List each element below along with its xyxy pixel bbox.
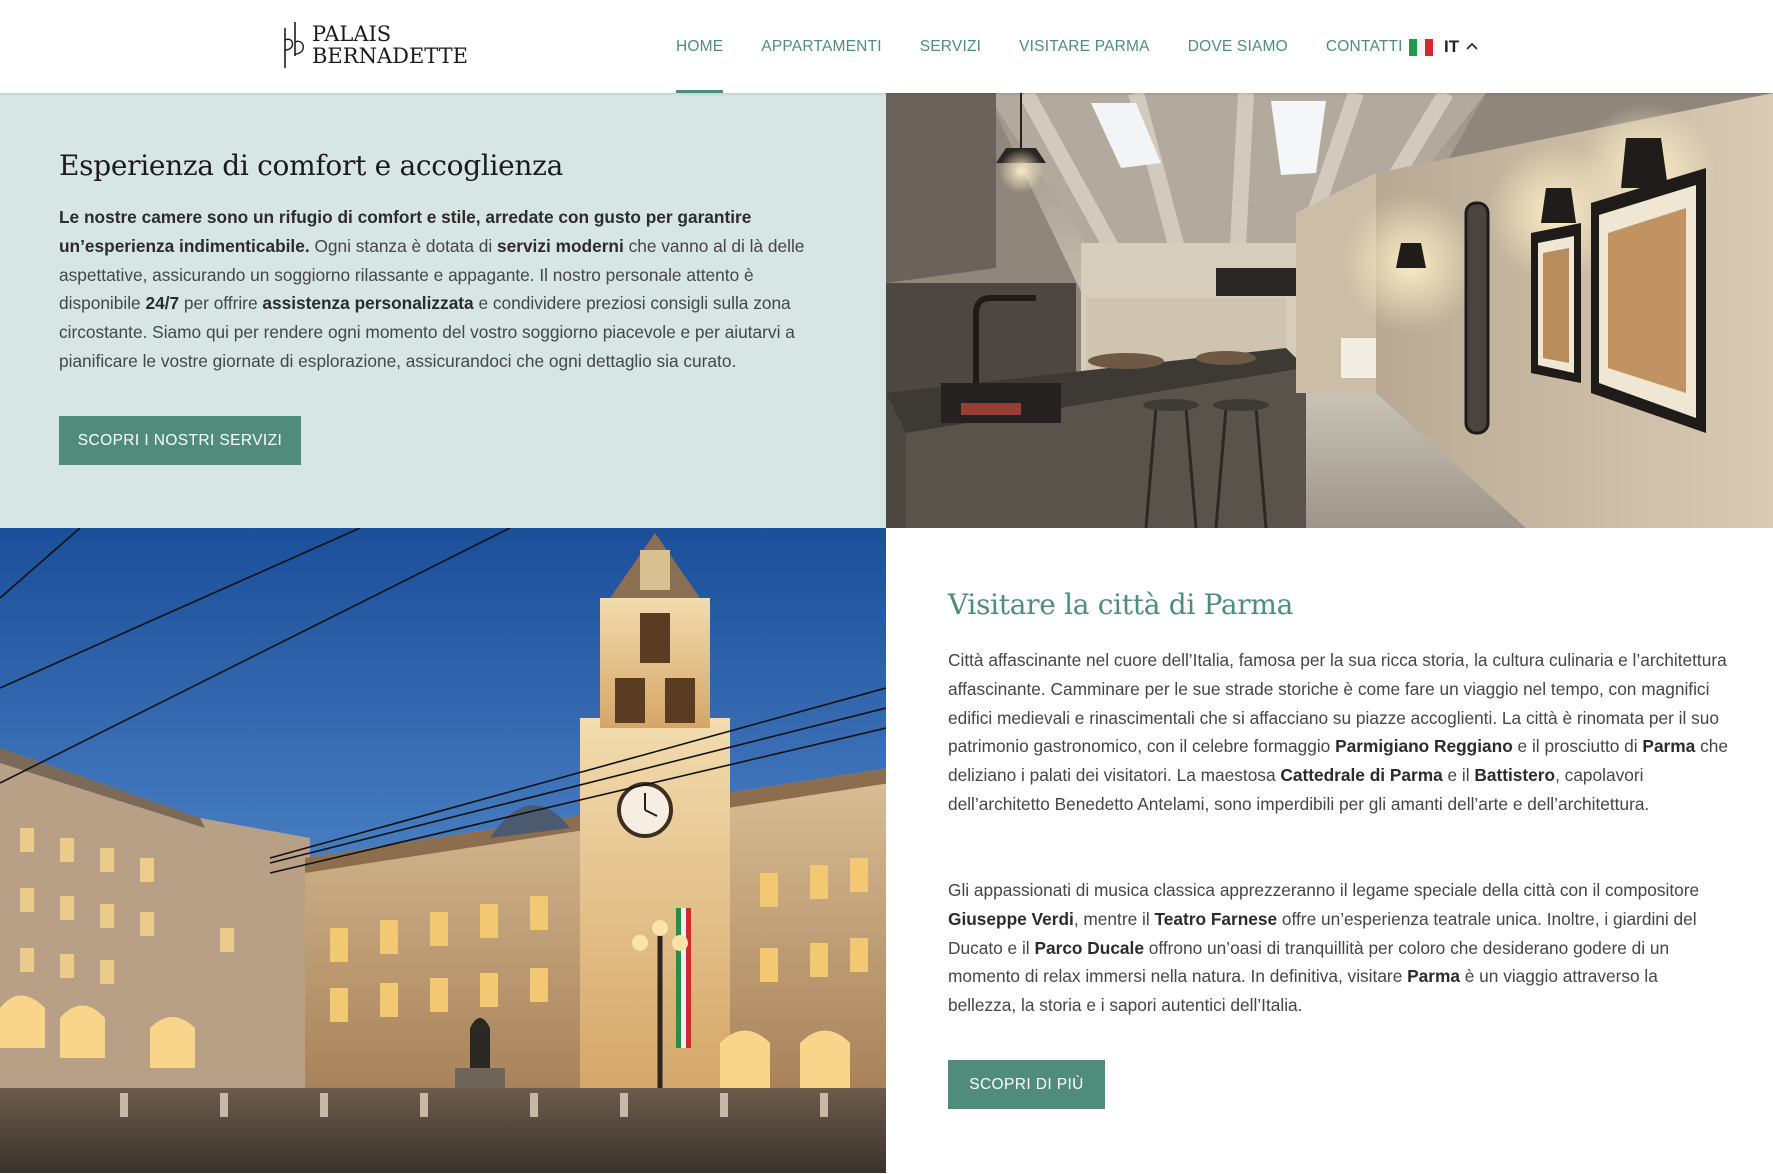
- highlight-text: Cattedrale di Parma: [1280, 765, 1443, 786]
- highlight-text: Parma: [1407, 966, 1460, 987]
- parma-piazza-photo: [0, 528, 886, 1173]
- logo-line-1: PALAIS: [312, 22, 392, 46]
- nav-item-dove-siamo[interactable]: DOVE SIAMO: [1187, 37, 1288, 55]
- parma-paragraph-2: [948, 876, 1728, 1020]
- main-nav: [676, 0, 1441, 93]
- body-text: e il: [1442, 765, 1475, 786]
- italy-flag-icon: [1409, 39, 1433, 56]
- pb-monogram-icon: [282, 20, 308, 70]
- chevron-up-icon: [1465, 41, 1479, 51]
- highlight-text: Battistero: [1474, 765, 1556, 786]
- highlight-text: servizi moderni: [497, 235, 624, 256]
- body-text: Città affascinante nel cuore dell’Italia, famosa per la sua ricca storia, la cultura culinaria e l’architettura affascinante. Camminare per le sue strade storiche è come fare un viaggio nel tempo, con magnifici edifici medievali e rinascimentali che si affacciano su piazze accoglienti. La città è rinomata per il suo patrimonio gastronomico, con il celebre formaggio: [948, 650, 1727, 757]
- highlight-text: assistenza personalizzata: [262, 293, 474, 314]
- nav-item-appartamenti[interactable]: APPARTAMENTI: [761, 37, 882, 55]
- body-text: che vanno al di là delle aspettative, assicurando un soggiorno rilassante e appagante. Il nostro personale attento è disponibile: [59, 235, 805, 314]
- body-text: Gli appassionati di musica classica apprezzeranno il legame speciale della città con il compositore: [948, 880, 1700, 900]
- comfort-section: [0, 93, 886, 528]
- nav-item-contatti[interactable]: CONTATTI: [1325, 37, 1403, 55]
- parma-photo: [0, 528, 886, 1173]
- logo[interactable]: [282, 20, 468, 70]
- language-switcher[interactable]: [1409, 35, 1479, 59]
- body-text: Ogni stanza è dotata di: [309, 235, 497, 256]
- logo-text: [312, 23, 468, 67]
- highlight-text: Parco Ducale: [1034, 937, 1144, 958]
- body-text: è un viaggio attraverso la bellezza, la storia e i sapori autentici dell’Italia.: [948, 966, 1658, 1016]
- body-text: , capolavori dell’architetto Benedetto Antelami, sono imperdibili per gli amanti dell’arte e dell’architettura.: [948, 765, 1650, 814]
- discover-services-button[interactable]: SCOPRI I NOSTRI SERVIZI: [59, 416, 301, 465]
- body-text: offre un’esperienza teatrale unica. Inoltre, i giardini del Ducato e il: [948, 908, 1697, 958]
- site-header: [0, 0, 1773, 93]
- nav-item-home[interactable]: HOME: [676, 0, 723, 93]
- nav-item-visitare-parma[interactable]: VISITARE PARMA: [1019, 37, 1150, 55]
- body-text: e condividere preziosi consigli sulla zona circostante. Siamo qui per rendere ogni momento del vostro soggiorno piacevole e per aiutarvi a pianificare le vostre giornate di esplorazione, assicurandoci che ogni dettaglio sia curato.: [59, 293, 795, 371]
- highlight-text: Giuseppe Verdi: [948, 908, 1074, 929]
- comfort-paragraph: [59, 203, 829, 376]
- highlight-text: 24/7: [145, 293, 180, 314]
- body-text: e il prosciutto di: [1512, 736, 1643, 757]
- nav-item-servizi[interactable]: SERVIZI: [919, 37, 982, 55]
- body-text: , mentre il: [1073, 908, 1155, 929]
- logo-line-2: BERNADETTE: [312, 44, 469, 68]
- body-text: per offrire: [179, 293, 263, 314]
- discover-more-button[interactable]: SCOPRI DI PIÙ: [948, 1060, 1105, 1109]
- apartment-kitchen-photo: [886, 93, 1773, 528]
- comfort-title: Esperienza di comfort e accoglienza: [59, 149, 563, 182]
- highlight-text: Le nostre camere sono un rifugio di comfort e stile, arredate con gusto per garantire un’esperienza indimenticabile.: [59, 207, 752, 256]
- body-text: offrono un’oasi di tranquillità per coloro che desiderano godere di un momento di relax immersi nella natura. In definitiva, visitare: [948, 937, 1670, 987]
- highlight-text: Teatro Farnese: [1154, 908, 1278, 929]
- highlight-text: Parmigiano Reggiano: [1335, 736, 1513, 757]
- parma-section: [886, 528, 1773, 1173]
- language-code: IT: [1444, 37, 1460, 56]
- apartment-photo: [886, 93, 1773, 528]
- body-text: che deliziano i palati dei visitatori. La maestosa: [948, 736, 1728, 786]
- highlight-text: Parma: [1642, 736, 1696, 757]
- parma-paragraph-1: [948, 646, 1728, 819]
- parma-title: Visitare la città di Parma: [948, 588, 1293, 621]
